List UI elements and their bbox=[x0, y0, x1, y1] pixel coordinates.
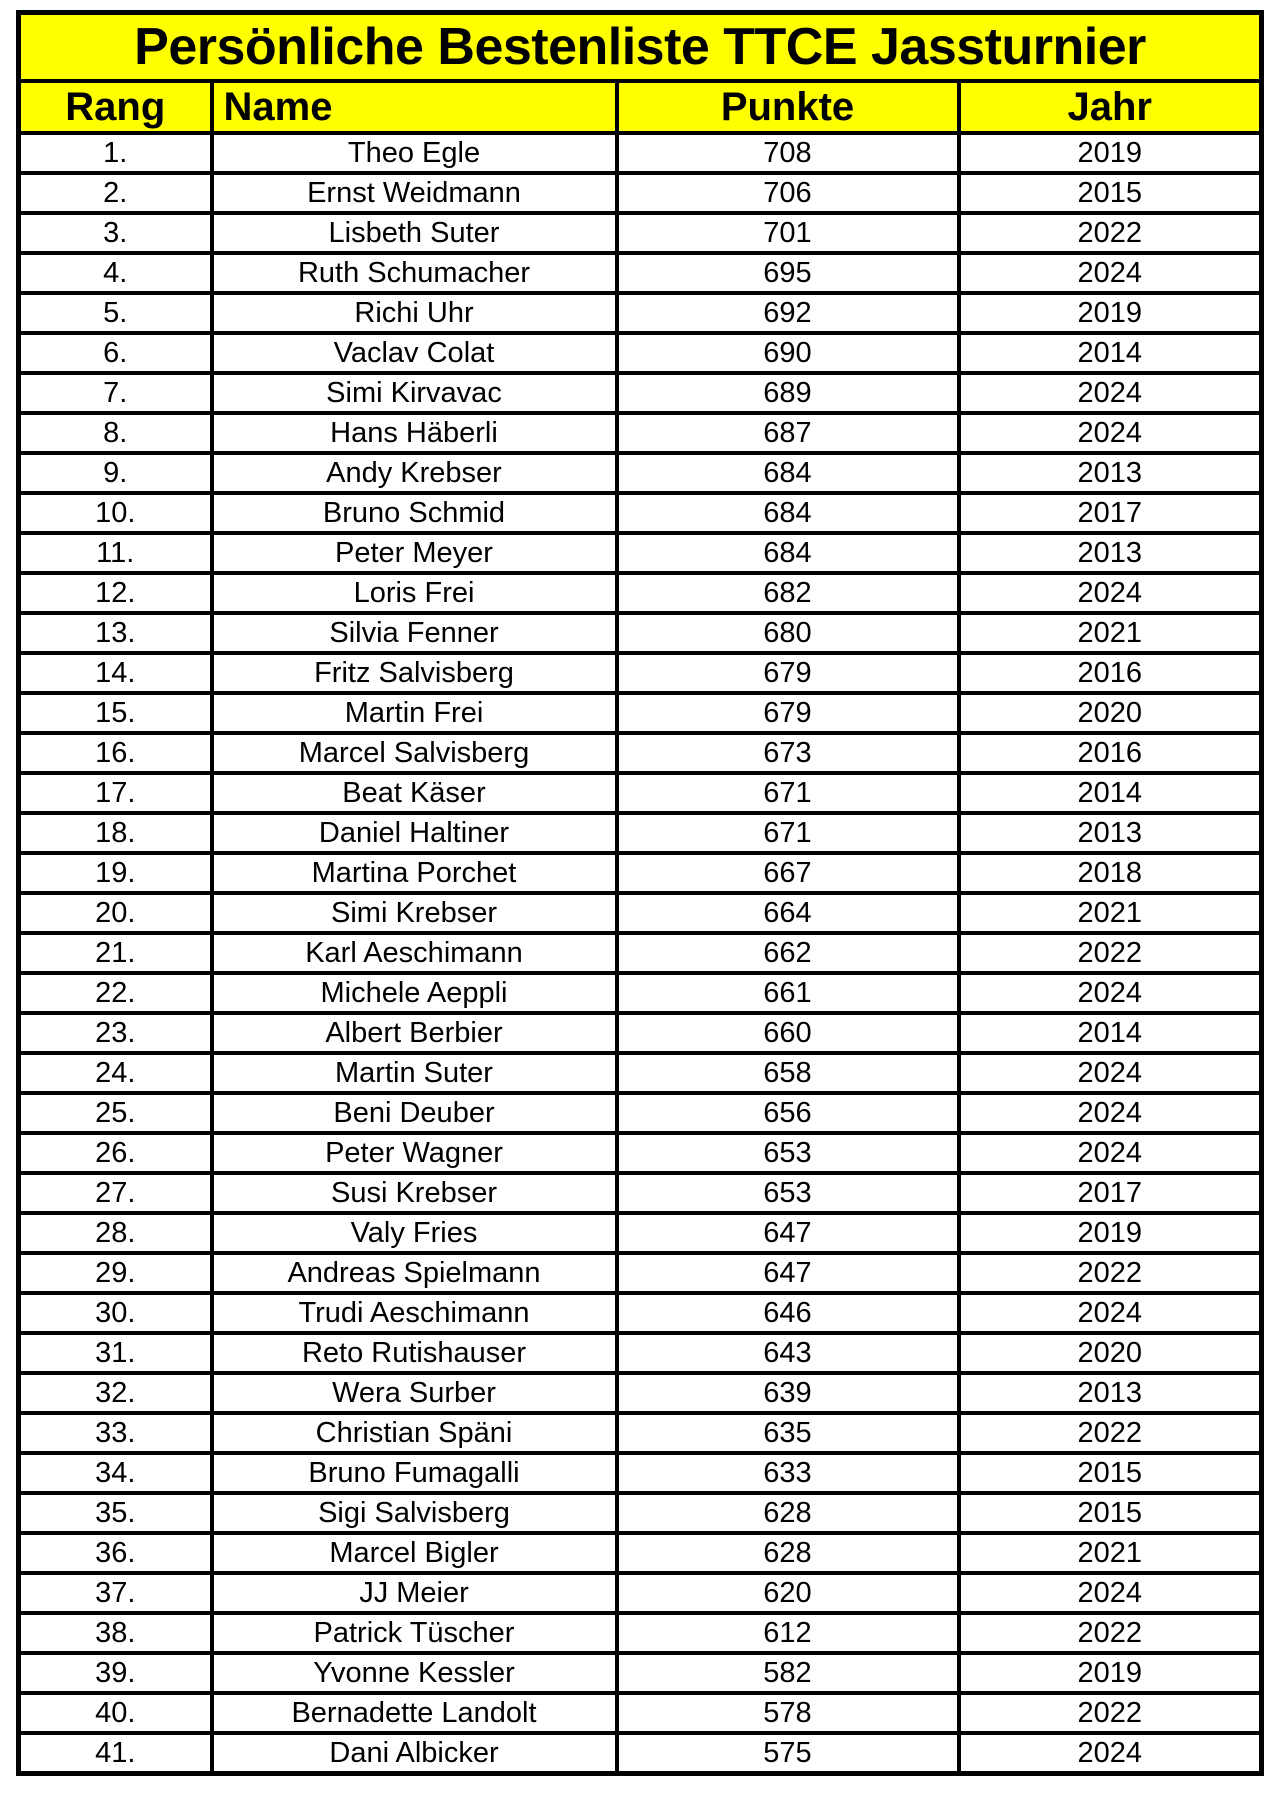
name-cell: Dani Albicker bbox=[212, 1733, 617, 1774]
points-cell: 667 bbox=[617, 853, 959, 893]
points-cell: 653 bbox=[617, 1173, 959, 1213]
points-cell: 656 bbox=[617, 1093, 959, 1133]
title-row bbox=[19, 13, 1262, 82]
year-cell: 2021 bbox=[959, 613, 1262, 653]
points-cell: 575 bbox=[617, 1733, 959, 1774]
year-cell: 2022 bbox=[959, 933, 1262, 973]
name-cell: Simi Krebser bbox=[212, 893, 617, 933]
points-cell: 628 bbox=[617, 1533, 959, 1573]
year-cell: 2022 bbox=[959, 1613, 1262, 1653]
points-cell: 661 bbox=[617, 973, 959, 1013]
points-cell: 682 bbox=[617, 573, 959, 613]
table-row bbox=[19, 733, 1262, 773]
year-cell: 2024 bbox=[959, 373, 1262, 413]
rank-cell: 8. bbox=[19, 413, 212, 453]
name-cell: Beat Käser bbox=[212, 773, 617, 813]
name-cell: Martin Frei bbox=[212, 693, 617, 733]
rank-cell: 21. bbox=[19, 933, 212, 973]
table-row bbox=[19, 453, 1262, 493]
points-cell: 684 bbox=[617, 453, 959, 493]
rank-cell: 28. bbox=[19, 1213, 212, 1253]
points-cell: 671 bbox=[617, 813, 959, 853]
table-row bbox=[19, 1613, 1262, 1653]
year-cell: 2014 bbox=[959, 773, 1262, 813]
points-cell: 578 bbox=[617, 1693, 959, 1733]
name-cell: Marcel Salvisberg bbox=[212, 733, 617, 773]
points-cell: 701 bbox=[617, 213, 959, 253]
points-cell: 646 bbox=[617, 1293, 959, 1333]
year-cell: 2019 bbox=[959, 1213, 1262, 1253]
table-row bbox=[19, 1493, 1262, 1533]
table-row bbox=[19, 1013, 1262, 1053]
table-row bbox=[19, 373, 1262, 413]
rank-cell: 41. bbox=[19, 1733, 212, 1774]
name-cell: Fritz Salvisberg bbox=[212, 653, 617, 693]
name-cell: Richi Uhr bbox=[212, 293, 617, 333]
table-row bbox=[19, 1213, 1262, 1253]
year-cell: 2024 bbox=[959, 573, 1262, 613]
name-cell: Wera Surber bbox=[212, 1373, 617, 1413]
rank-cell: 18. bbox=[19, 813, 212, 853]
year-cell: 2017 bbox=[959, 493, 1262, 533]
table-row bbox=[19, 413, 1262, 453]
points-cell: 684 bbox=[617, 493, 959, 533]
year-cell: 2014 bbox=[959, 333, 1262, 373]
year-cell: 2020 bbox=[959, 1333, 1262, 1373]
year-cell: 2015 bbox=[959, 1493, 1262, 1533]
points-cell: 620 bbox=[617, 1573, 959, 1613]
points-cell: 708 bbox=[617, 133, 959, 173]
points-cell: 679 bbox=[617, 693, 959, 733]
points-cell: 692 bbox=[617, 293, 959, 333]
year-cell: 2024 bbox=[959, 1573, 1262, 1613]
rank-cell: 10. bbox=[19, 493, 212, 533]
document-title: Persönliche Bestenliste TTCE Jassturnier bbox=[19, 13, 1262, 82]
year-cell: 2022 bbox=[959, 213, 1262, 253]
name-cell: Martina Porchet bbox=[212, 853, 617, 893]
table-row bbox=[19, 933, 1262, 973]
name-cell: Bernadette Landolt bbox=[212, 1693, 617, 1733]
name-cell: Silvia Fenner bbox=[212, 613, 617, 653]
column-header-rang: Rang bbox=[19, 81, 212, 133]
name-cell: Daniel Haltiner bbox=[212, 813, 617, 853]
rank-cell: 22. bbox=[19, 973, 212, 1013]
points-cell: 695 bbox=[617, 253, 959, 293]
table-row bbox=[19, 1053, 1262, 1093]
column-header-jahr: Jahr bbox=[959, 81, 1262, 133]
table-row bbox=[19, 773, 1262, 813]
name-cell: Martin Suter bbox=[212, 1053, 617, 1093]
year-cell: 2024 bbox=[959, 413, 1262, 453]
points-cell: 673 bbox=[617, 733, 959, 773]
year-cell: 2017 bbox=[959, 1173, 1262, 1213]
table-row bbox=[19, 1173, 1262, 1213]
name-cell: Christian Späni bbox=[212, 1413, 617, 1453]
name-cell: Trudi Aeschimann bbox=[212, 1293, 617, 1333]
rank-cell: 39. bbox=[19, 1653, 212, 1693]
rank-cell: 13. bbox=[19, 613, 212, 653]
year-cell: 2016 bbox=[959, 653, 1262, 693]
name-cell: Beni Deuber bbox=[212, 1093, 617, 1133]
rank-cell: 25. bbox=[19, 1093, 212, 1133]
rank-cell: 27. bbox=[19, 1173, 212, 1213]
name-cell: Sigi Salvisberg bbox=[212, 1493, 617, 1533]
table-row bbox=[19, 293, 1262, 333]
table-row bbox=[19, 1253, 1262, 1293]
table-row bbox=[19, 493, 1262, 533]
name-cell: Theo Egle bbox=[212, 133, 617, 173]
year-cell: 2022 bbox=[959, 1413, 1262, 1453]
table-row bbox=[19, 1133, 1262, 1173]
points-cell: 680 bbox=[617, 613, 959, 653]
name-cell: Patrick Tüscher bbox=[212, 1613, 617, 1653]
ranking-table-body bbox=[19, 133, 1262, 1774]
rank-cell: 35. bbox=[19, 1493, 212, 1533]
points-cell: 628 bbox=[617, 1493, 959, 1533]
name-cell: Susi Krebser bbox=[212, 1173, 617, 1213]
table-row bbox=[19, 893, 1262, 933]
table-row bbox=[19, 133, 1262, 173]
points-cell: 690 bbox=[617, 333, 959, 373]
name-cell: Loris Frei bbox=[212, 573, 617, 613]
year-cell: 2024 bbox=[959, 1133, 1262, 1173]
table-row bbox=[19, 253, 1262, 293]
rank-cell: 20. bbox=[19, 893, 212, 933]
rank-cell: 33. bbox=[19, 1413, 212, 1453]
points-cell: 647 bbox=[617, 1213, 959, 1253]
table-row bbox=[19, 1333, 1262, 1373]
points-cell: 671 bbox=[617, 773, 959, 813]
year-cell: 2019 bbox=[959, 1653, 1262, 1693]
name-cell: Vaclav Colat bbox=[212, 333, 617, 373]
points-cell: 662 bbox=[617, 933, 959, 973]
points-cell: 706 bbox=[617, 173, 959, 213]
name-cell: Karl Aeschimann bbox=[212, 933, 617, 973]
table-row bbox=[19, 1293, 1262, 1333]
rank-cell: 3. bbox=[19, 213, 212, 253]
rank-cell: 17. bbox=[19, 773, 212, 813]
table-row bbox=[19, 213, 1262, 253]
rank-cell: 15. bbox=[19, 693, 212, 733]
points-cell: 582 bbox=[617, 1653, 959, 1693]
year-cell: 2019 bbox=[959, 133, 1262, 173]
year-cell: 2015 bbox=[959, 1453, 1262, 1493]
table-row bbox=[19, 1093, 1262, 1133]
name-cell: Andreas Spielmann bbox=[212, 1253, 617, 1293]
points-cell: 635 bbox=[617, 1413, 959, 1453]
rank-cell: 38. bbox=[19, 1613, 212, 1653]
rank-cell: 32. bbox=[19, 1373, 212, 1413]
table-row bbox=[19, 1693, 1262, 1733]
rank-cell: 31. bbox=[19, 1333, 212, 1373]
ranking-table bbox=[16, 10, 1264, 1776]
rank-cell: 34. bbox=[19, 1453, 212, 1493]
name-cell: Andy Krebser bbox=[212, 453, 617, 493]
table-row bbox=[19, 693, 1262, 733]
name-cell: Peter Wagner bbox=[212, 1133, 617, 1173]
year-cell: 2013 bbox=[959, 453, 1262, 493]
points-cell: 612 bbox=[617, 1613, 959, 1653]
points-cell: 643 bbox=[617, 1333, 959, 1373]
year-cell: 2016 bbox=[959, 733, 1262, 773]
year-cell: 2013 bbox=[959, 813, 1262, 853]
name-cell: Hans Häberli bbox=[212, 413, 617, 453]
year-cell: 2015 bbox=[959, 173, 1262, 213]
name-cell: Valy Fries bbox=[212, 1213, 617, 1253]
year-cell: 2024 bbox=[959, 1293, 1262, 1333]
year-cell: 2013 bbox=[959, 1373, 1262, 1413]
table-row bbox=[19, 853, 1262, 893]
rank-cell: 26. bbox=[19, 1133, 212, 1173]
rank-cell: 40. bbox=[19, 1693, 212, 1733]
header-row bbox=[19, 81, 1262, 133]
table-row bbox=[19, 1453, 1262, 1493]
name-cell: Peter Meyer bbox=[212, 533, 617, 573]
points-cell: 647 bbox=[617, 1253, 959, 1293]
points-cell: 653 bbox=[617, 1133, 959, 1173]
rank-cell: 37. bbox=[19, 1573, 212, 1613]
name-cell: Simi Kirvavac bbox=[212, 373, 617, 413]
table-row bbox=[19, 1653, 1262, 1693]
name-cell: Reto Rutishauser bbox=[212, 1333, 617, 1373]
name-cell: Bruno Fumagalli bbox=[212, 1453, 617, 1493]
rank-cell: 6. bbox=[19, 333, 212, 373]
rank-cell: 14. bbox=[19, 653, 212, 693]
points-cell: 679 bbox=[617, 653, 959, 693]
table-row bbox=[19, 973, 1262, 1013]
table-row bbox=[19, 573, 1262, 613]
points-cell: 684 bbox=[617, 533, 959, 573]
rank-cell: 9. bbox=[19, 453, 212, 493]
year-cell: 2024 bbox=[959, 973, 1262, 1013]
year-cell: 2018 bbox=[959, 853, 1262, 893]
points-cell: 639 bbox=[617, 1373, 959, 1413]
points-cell: 664 bbox=[617, 893, 959, 933]
table-row bbox=[19, 1373, 1262, 1413]
column-header-punkte: Punkte bbox=[617, 81, 959, 133]
year-cell: 2021 bbox=[959, 893, 1262, 933]
year-cell: 2022 bbox=[959, 1253, 1262, 1293]
table-row bbox=[19, 1533, 1262, 1573]
year-cell: 2022 bbox=[959, 1693, 1262, 1733]
rank-cell: 7. bbox=[19, 373, 212, 413]
table-row bbox=[19, 1733, 1262, 1774]
rank-cell: 1. bbox=[19, 133, 212, 173]
rank-cell: 36. bbox=[19, 1533, 212, 1573]
year-cell: 2024 bbox=[959, 1053, 1262, 1093]
rank-cell: 19. bbox=[19, 853, 212, 893]
rank-cell: 4. bbox=[19, 253, 212, 293]
year-cell: 2020 bbox=[959, 693, 1262, 733]
name-cell: Marcel Bigler bbox=[212, 1533, 617, 1573]
points-cell: 658 bbox=[617, 1053, 959, 1093]
name-cell: Ernst Weidmann bbox=[212, 173, 617, 213]
name-cell: Michele Aeppli bbox=[212, 973, 617, 1013]
name-cell: Bruno Schmid bbox=[212, 493, 617, 533]
table-row bbox=[19, 613, 1262, 653]
column-header-name: Name bbox=[212, 81, 617, 133]
year-cell: 2019 bbox=[959, 293, 1262, 333]
table-row bbox=[19, 173, 1262, 213]
rank-cell: 11. bbox=[19, 533, 212, 573]
rank-cell: 30. bbox=[19, 1293, 212, 1333]
rank-cell: 2. bbox=[19, 173, 212, 213]
rank-cell: 12. bbox=[19, 573, 212, 613]
name-cell: JJ Meier bbox=[212, 1573, 617, 1613]
year-cell: 2014 bbox=[959, 1013, 1262, 1053]
name-cell: Yvonne Kessler bbox=[212, 1653, 617, 1693]
name-cell: Ruth Schumacher bbox=[212, 253, 617, 293]
table-row bbox=[19, 813, 1262, 853]
rank-cell: 29. bbox=[19, 1253, 212, 1293]
points-cell: 633 bbox=[617, 1453, 959, 1493]
table-row bbox=[19, 653, 1262, 693]
name-cell: Lisbeth Suter bbox=[212, 213, 617, 253]
rank-cell: 16. bbox=[19, 733, 212, 773]
rank-cell: 5. bbox=[19, 293, 212, 333]
rank-cell: 23. bbox=[19, 1013, 212, 1053]
year-cell: 2024 bbox=[959, 1093, 1262, 1133]
points-cell: 689 bbox=[617, 373, 959, 413]
year-cell: 2024 bbox=[959, 1733, 1262, 1774]
table-row bbox=[19, 533, 1262, 573]
points-cell: 660 bbox=[617, 1013, 959, 1053]
table-row bbox=[19, 1413, 1262, 1453]
year-cell: 2024 bbox=[959, 253, 1262, 293]
points-cell: 687 bbox=[617, 413, 959, 453]
year-cell: 2021 bbox=[959, 1533, 1262, 1573]
table-row bbox=[19, 333, 1262, 373]
rank-cell: 24. bbox=[19, 1053, 212, 1093]
table-row bbox=[19, 1573, 1262, 1613]
year-cell: 2013 bbox=[959, 533, 1262, 573]
name-cell: Albert Berbier bbox=[212, 1013, 617, 1053]
